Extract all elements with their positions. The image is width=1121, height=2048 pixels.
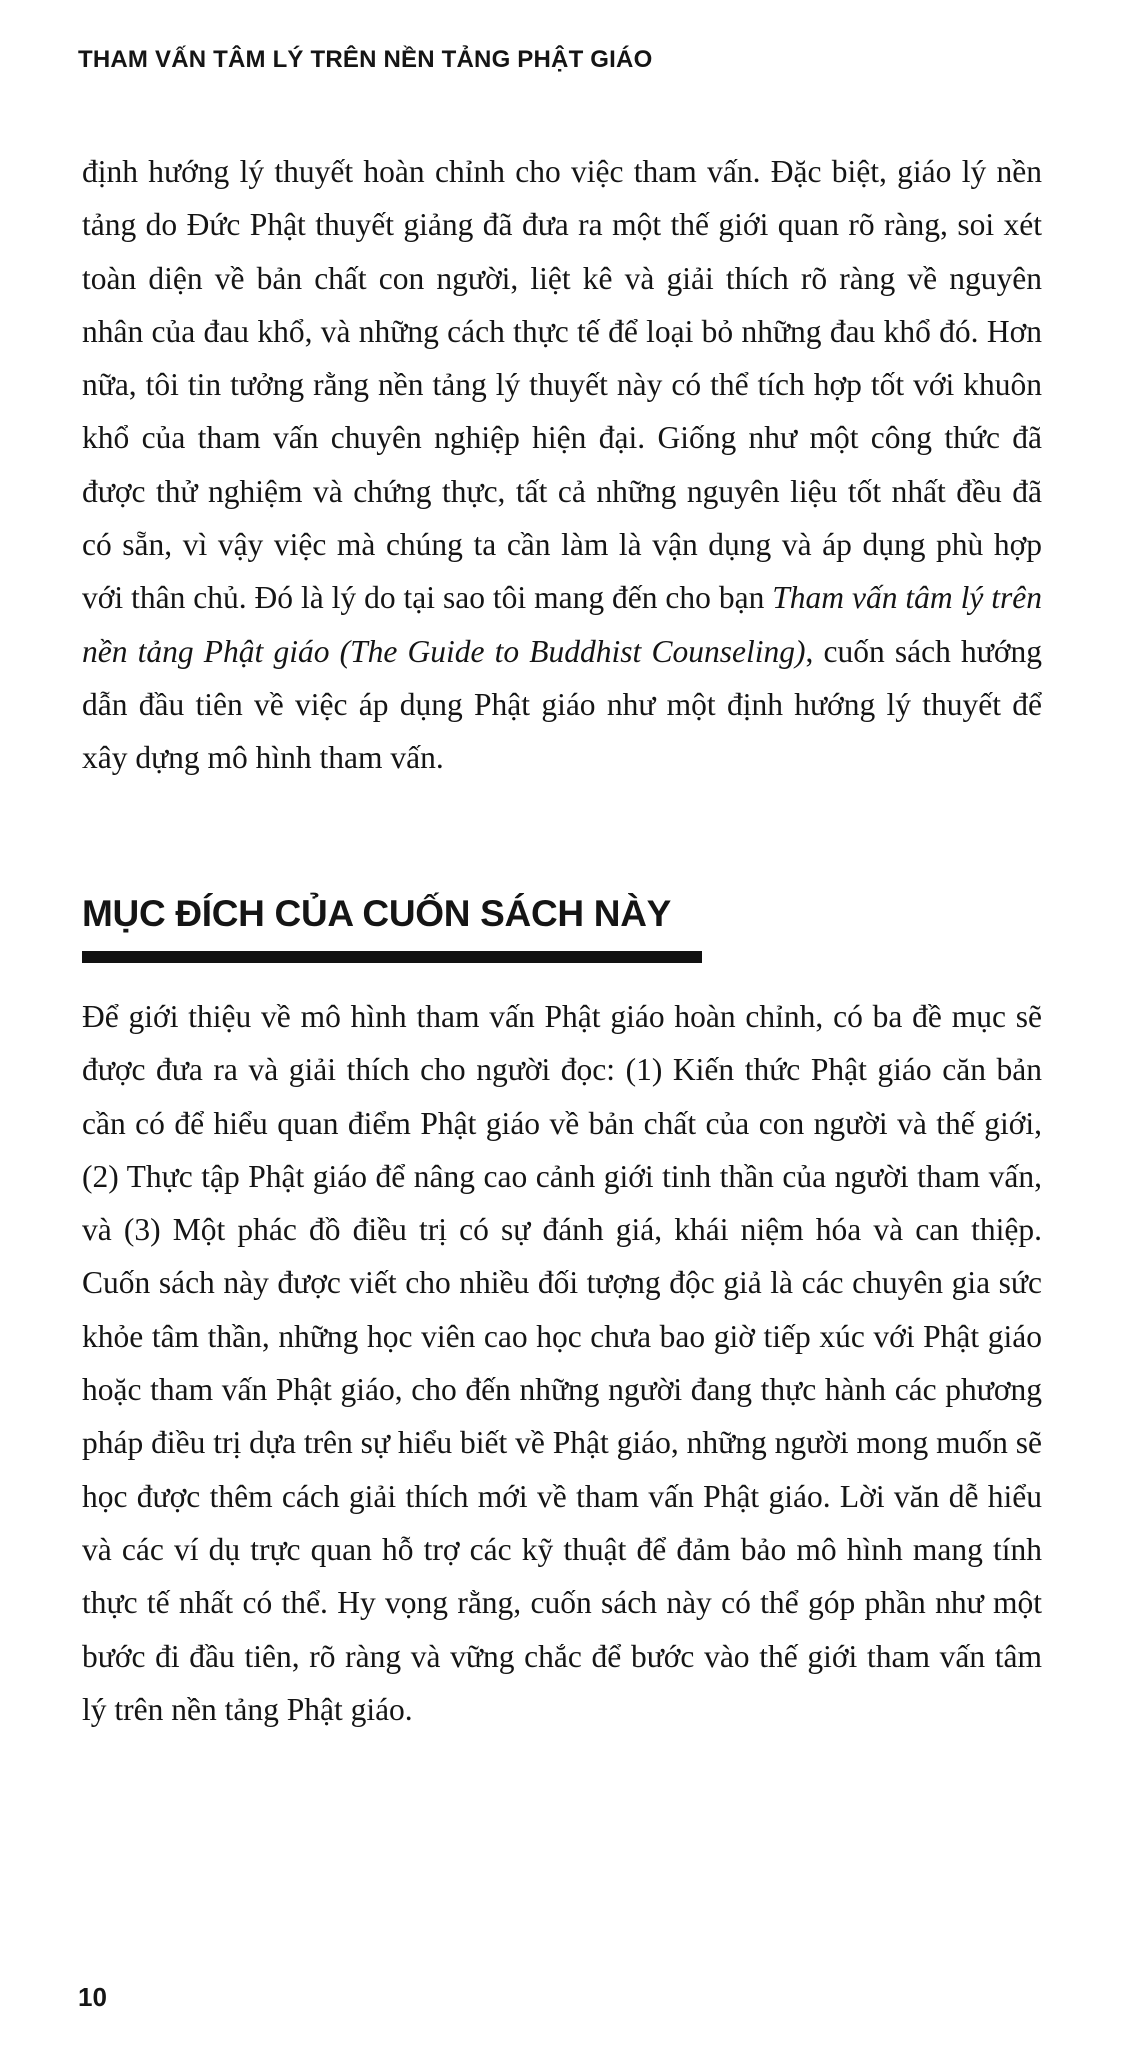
- intro-text-end: , cuốn sách hướng dẫn đầu tiên về việc áp dụng Phật giáo như một định hướng lý thuyết để xây dựng mô hình tham vấn.: [82, 633, 1042, 776]
- purpose-paragraph: Để giới thiệu về mô hình tham vấn Phật giáo hoàn chỉnh, có ba đề mục sẽ được đưa ra và giải thích cho người đọc: (1) Kiến thức Phật giáo căn bản cần có để hiểu quan điểm Phật giáo về bản chất của con người và thế giới, (2) Thực tập Phật giáo để nâng cao cảnh giới tinh thần của người tham vấn, và (3) Một phác đồ điều trị có sự đánh giá, khái niệm hóa và can thiệp. Cuốn sách này được viết cho nhiều đối tượng độc giả là các chuyên gia sức khỏe tâm thần, những học viên cao học chưa bao giờ tiếp xúc với Phật giáo hoặc tham vấn Phật giáo, cho đến những người đang thực hành các phương pháp điều trị dựa trên sự hiểu biết về Phật giáo, những người mong muốn sẽ học được thêm cách giải thích mới về tham vấn Phật giáo. Lời văn dễ hiểu và các ví dụ trực quan hỗ trợ các kỹ thuật để đảm bảo mô hình mang tính thực tế nhất có thể. Hy vọng rằng, cuốn sách này có thể góp phần như một bước đi đầu tiên, rõ ràng và vững chắc để bước vào thế giới tham vấn tâm lý trên nền tảng Phật giáo.: [82, 999, 1042, 1727]
- intro-paragraph: [82, 145, 1042, 785]
- heading-underline: [82, 951, 702, 963]
- section-heading: MỤC ĐÍCH CỦA CUỐN SÁCH NÀY: [82, 893, 671, 934]
- page-number: 10: [78, 1982, 107, 2012]
- running-header: THAM VẤN TÂM LÝ TRÊN NỀN TẢNG PHẬT GIÁO: [78, 46, 653, 73]
- intro-text: định hướng lý thuyết hoàn chỉnh cho việc tham vấn. Đặc biệt, giáo lý nền tảng do Đức Phật thuyết giảng đã đưa ra một thế giới quan rõ ràng, soi xét toàn diện về bản chất con người, liệt kê và giải thích rõ ràng về nguyên nhân của đau khổ, và những cách thực tế để loại bỏ những đau khổ đó. Hơn nữa, tôi tin tưởng rằng nền tảng lý thuyết này có thể tích hợp tốt với khuôn khổ của tham vấn chuyên nghiệp hiện đại. Giống như một công thức đã được thử nghiệm và chứng thực, tất cả những nguyên liệu tốt nhất đều đã có sẵn, vì vậy việc mà chúng ta cần làm là vận dụng và áp dụng phù hợp với thân chủ. Đó là lý do tại sao tôi mang đến cho bạn: [82, 154, 1042, 616]
- book-title: Tham vấn tâm lý trên nền tảng Phật giáo (The Guide to Buddhist Counseling): [82, 580, 1042, 669]
